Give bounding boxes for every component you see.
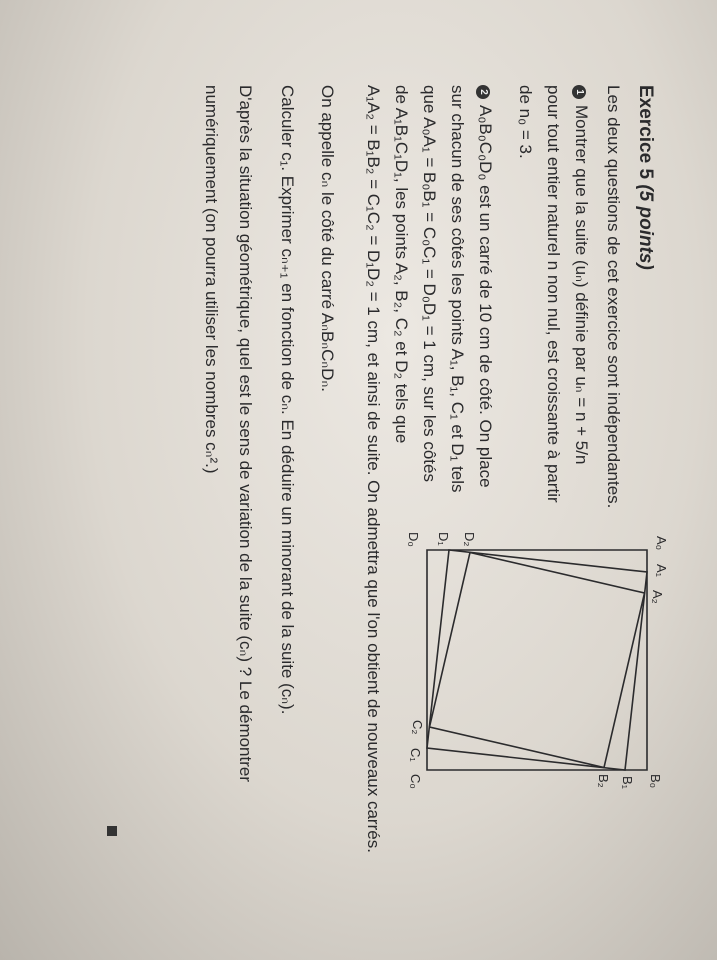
label-b2: B₂ <box>596 774 611 788</box>
q2-line-6: On appelle cₙ le côté du carré AₙBₙCₙDₙ. <box>318 85 337 392</box>
label-c2: C₂ <box>410 720 425 735</box>
label-d1: D₁ <box>436 532 451 546</box>
label-d2: D₂ <box>462 532 477 547</box>
q2-line-4: de A₁B₁C₁D₁, les points A₂, B₂, C₂ et D₂ tels que <box>392 85 411 444</box>
q2-line-5: A₁A₂ = B₁B₂ = C₁C₂ = D₁D₂ = 1 cm, et ainsi de suite. On admettra que l'on obtient de nouveaux carrés. <box>364 85 383 853</box>
exercise-title <box>635 85 655 270</box>
q1-line-1 <box>571 85 591 464</box>
intro-text: Les deux questions de cet exercice sont indépendantes. <box>604 85 623 509</box>
q2-line-8: D'après la situation géométrique, quel est le sens de variation de la suite (cₙ) ? Le démontrer <box>236 85 255 783</box>
label-a1: A₁ <box>654 564 669 578</box>
square-1 <box>427 550 647 770</box>
label-b1: B₁ <box>620 776 635 790</box>
label-b0: B₀ <box>648 774 663 789</box>
q2-line-9: numériquement (on pourra utiliser les nombres cₙ².) <box>202 85 221 474</box>
label-a2: A₂ <box>650 590 665 604</box>
q2-text-1: A₀B₀C₀D₀ est un carré de 10 cm de côté. On place <box>476 105 495 488</box>
q2-line-1 <box>475 85 495 488</box>
q2-line-3: que A₀A₁ = B₀B₁ = C₀C₁ = D₀D₁ = 1 cm, sur les côtés <box>420 85 439 482</box>
label-c1: C₁ <box>408 748 423 762</box>
q1-line-3: de n₀ = 3. <box>516 85 535 159</box>
q2-line-7: Calculer c₁. Exprimer cₙ₊₁ en fonction de cₙ. En déduire un minorant de la suite (cₙ). <box>278 85 297 715</box>
q1-text-1: Montrer que la suite (uₙ) définie par uₙ = n + 5/n <box>572 105 591 465</box>
nested-squares-figure <box>397 530 677 820</box>
label-c0: C₀ <box>408 774 423 789</box>
label-d0: D₀ <box>406 532 421 547</box>
end-of-exercise-mark <box>107 826 117 836</box>
q1-number-badge: 1 <box>572 85 586 99</box>
exercise-title-text: Exercice 5 <box>635 85 656 180</box>
square-2 <box>430 553 645 768</box>
q2-number-badge: 2 <box>476 85 490 99</box>
q2-line-2: sur chacun de ses côtés les points A₁, B₁, C₁ et D₁ tels <box>448 85 467 493</box>
q1-line-2: pour tout entier naturel n non nul, est croissante à partir <box>544 85 563 503</box>
exercise-points: (5 points) <box>635 184 656 270</box>
label-a0: A₀ <box>654 536 669 551</box>
square-0 <box>427 550 647 770</box>
